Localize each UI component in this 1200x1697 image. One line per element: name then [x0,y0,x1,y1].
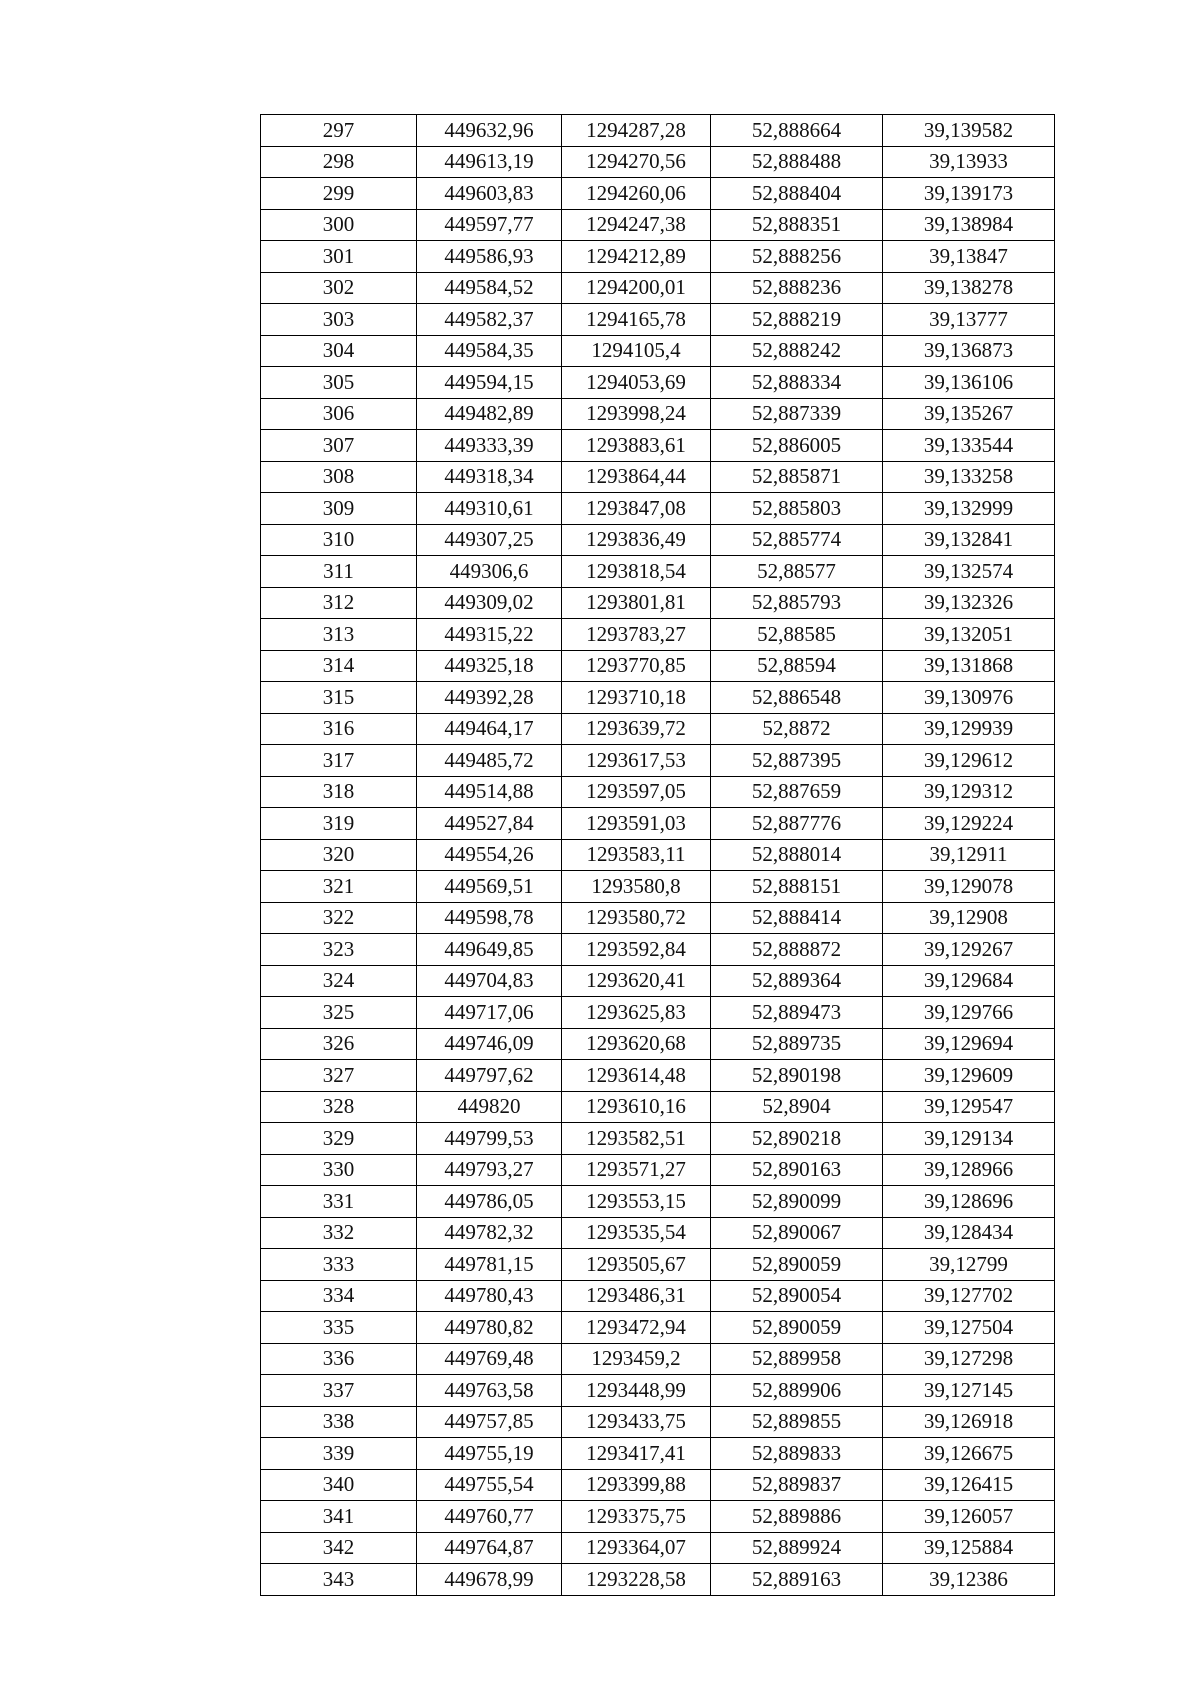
table-row [261,650,1055,682]
latitude-cell: 52,887776 [711,808,883,840]
latitude-cell: 52,887395 [711,745,883,777]
table-row [261,115,1055,147]
table-row [261,430,1055,462]
x-coordinate-cell: 449310,61 [417,493,562,525]
x-coordinate-cell: 449306,6 [417,556,562,588]
latitude-cell: 52,890198 [711,1060,883,1092]
point-number-cell: 342 [261,1532,417,1564]
longitude-cell: 39,126057 [883,1501,1055,1533]
latitude-cell: 52,888219 [711,304,883,336]
longitude-cell: 39,129312 [883,776,1055,808]
longitude-cell: 39,132326 [883,587,1055,619]
point-number-cell: 321 [261,871,417,903]
y-coordinate-cell: 1293580,8 [562,871,711,903]
longitude-cell: 39,127298 [883,1343,1055,1375]
point-number-cell: 337 [261,1375,417,1407]
table-row [261,1060,1055,1092]
latitude-cell: 52,889364 [711,965,883,997]
y-coordinate-cell: 1293592,84 [562,934,711,966]
longitude-cell: 39,138278 [883,272,1055,304]
y-coordinate-cell: 1294105,4 [562,335,711,367]
y-coordinate-cell: 1294287,28 [562,115,711,147]
y-coordinate-cell: 1293639,72 [562,713,711,745]
x-coordinate-cell: 449482,89 [417,398,562,430]
y-coordinate-cell: 1293433,75 [562,1406,711,1438]
y-coordinate-cell: 1293597,05 [562,776,711,808]
longitude-cell: 39,126415 [883,1469,1055,1501]
longitude-cell: 39,12908 [883,902,1055,934]
point-number-cell: 312 [261,587,417,619]
point-number-cell: 332 [261,1217,417,1249]
x-coordinate-cell: 449649,85 [417,934,562,966]
y-coordinate-cell: 1293770,85 [562,650,711,682]
latitude-cell: 52,890099 [711,1186,883,1218]
table-row [261,1154,1055,1186]
y-coordinate-cell: 1293847,08 [562,493,711,525]
y-coordinate-cell: 1293591,03 [562,808,711,840]
point-number-cell: 338 [261,1406,417,1438]
point-number-cell: 306 [261,398,417,430]
latitude-cell: 52,889735 [711,1028,883,1060]
point-number-cell: 341 [261,1501,417,1533]
x-coordinate-cell: 449678,99 [417,1564,562,1596]
x-coordinate-cell: 449755,54 [417,1469,562,1501]
x-coordinate-cell: 449582,37 [417,304,562,336]
point-number-cell: 335 [261,1312,417,1344]
y-coordinate-cell: 1293801,81 [562,587,711,619]
y-coordinate-cell: 1293459,2 [562,1343,711,1375]
table-row [261,1343,1055,1375]
x-coordinate-cell: 449464,17 [417,713,562,745]
latitude-cell: 52,888236 [711,272,883,304]
x-coordinate-cell: 449704,83 [417,965,562,997]
longitude-cell: 39,129078 [883,871,1055,903]
longitude-cell: 39,129939 [883,713,1055,745]
y-coordinate-cell: 1293535,54 [562,1217,711,1249]
point-number-cell: 322 [261,902,417,934]
y-coordinate-cell: 1293836,49 [562,524,711,556]
table-row [261,241,1055,273]
point-number-cell: 323 [261,934,417,966]
point-number-cell: 324 [261,965,417,997]
y-coordinate-cell: 1293883,61 [562,430,711,462]
coordinates-table [260,114,1055,1596]
y-coordinate-cell: 1293864,44 [562,461,711,493]
y-coordinate-cell: 1293364,07 [562,1532,711,1564]
table-row [261,1406,1055,1438]
longitude-cell: 39,132574 [883,556,1055,588]
y-coordinate-cell: 1294165,78 [562,304,711,336]
longitude-cell: 39,139582 [883,115,1055,147]
x-coordinate-cell: 449315,22 [417,619,562,651]
latitude-cell: 52,890067 [711,1217,883,1249]
x-coordinate-cell: 449764,87 [417,1532,562,1564]
point-number-cell: 336 [261,1343,417,1375]
point-number-cell: 313 [261,619,417,651]
y-coordinate-cell: 1293783,27 [562,619,711,651]
point-number-cell: 304 [261,335,417,367]
point-number-cell: 318 [261,776,417,808]
x-coordinate-cell: 449307,25 [417,524,562,556]
latitude-cell: 52,887659 [711,776,883,808]
latitude-cell: 52,890059 [711,1249,883,1281]
point-number-cell: 343 [261,1564,417,1596]
latitude-cell: 52,88594 [711,650,883,682]
longitude-cell: 39,128696 [883,1186,1055,1218]
point-number-cell: 327 [261,1060,417,1092]
y-coordinate-cell: 1294260,06 [562,178,711,210]
table-row [261,587,1055,619]
x-coordinate-cell: 449780,82 [417,1312,562,1344]
y-coordinate-cell: 1293617,53 [562,745,711,777]
point-number-cell: 300 [261,209,417,241]
longitude-cell: 39,12799 [883,1249,1055,1281]
longitude-cell: 39,135267 [883,398,1055,430]
x-coordinate-cell: 449603,83 [417,178,562,210]
latitude-cell: 52,888151 [711,871,883,903]
point-number-cell: 316 [261,713,417,745]
x-coordinate-cell: 449613,19 [417,146,562,178]
longitude-cell: 39,132051 [883,619,1055,651]
x-coordinate-cell: 449781,15 [417,1249,562,1281]
latitude-cell: 52,889958 [711,1343,883,1375]
y-coordinate-cell: 1293571,27 [562,1154,711,1186]
x-coordinate-cell: 449584,52 [417,272,562,304]
y-coordinate-cell: 1294053,69 [562,367,711,399]
table-row [261,713,1055,745]
point-number-cell: 319 [261,808,417,840]
y-coordinate-cell: 1293580,72 [562,902,711,934]
longitude-cell: 39,129224 [883,808,1055,840]
x-coordinate-cell: 449746,09 [417,1028,562,1060]
table-row [261,934,1055,966]
y-coordinate-cell: 1293553,15 [562,1186,711,1218]
latitude-cell: 52,889906 [711,1375,883,1407]
table-row [261,304,1055,336]
table-row [261,524,1055,556]
x-coordinate-cell: 449760,77 [417,1501,562,1533]
longitude-cell: 39,129684 [883,965,1055,997]
latitude-cell: 52,88585 [711,619,883,651]
latitude-cell: 52,885871 [711,461,883,493]
table-row [261,1501,1055,1533]
y-coordinate-cell: 1294270,56 [562,146,711,178]
longitude-cell: 39,133258 [883,461,1055,493]
table-row [261,1091,1055,1123]
x-coordinate-cell: 449514,88 [417,776,562,808]
point-number-cell: 333 [261,1249,417,1281]
longitude-cell: 39,132999 [883,493,1055,525]
x-coordinate-cell: 449717,06 [417,997,562,1029]
table-row [261,997,1055,1029]
latitude-cell: 52,887339 [711,398,883,430]
latitude-cell: 52,88577 [711,556,883,588]
point-number-cell: 326 [261,1028,417,1060]
latitude-cell: 52,888872 [711,934,883,966]
table-row [261,146,1055,178]
x-coordinate-cell: 449769,48 [417,1343,562,1375]
table-row [261,1280,1055,1312]
longitude-cell: 39,126675 [883,1438,1055,1470]
x-coordinate-cell: 449786,05 [417,1186,562,1218]
x-coordinate-cell: 449485,72 [417,745,562,777]
x-coordinate-cell: 449597,77 [417,209,562,241]
y-coordinate-cell: 1293620,41 [562,965,711,997]
y-coordinate-cell: 1293610,16 [562,1091,711,1123]
x-coordinate-cell: 449594,15 [417,367,562,399]
y-coordinate-cell: 1293505,67 [562,1249,711,1281]
table-row [261,367,1055,399]
x-coordinate-cell: 449598,78 [417,902,562,934]
table-row [261,1438,1055,1470]
x-coordinate-cell: 449793,27 [417,1154,562,1186]
point-number-cell: 328 [261,1091,417,1123]
table-row [261,1375,1055,1407]
point-number-cell: 329 [261,1123,417,1155]
latitude-cell: 52,889855 [711,1406,883,1438]
latitude-cell: 52,885793 [711,587,883,619]
longitude-cell: 39,127145 [883,1375,1055,1407]
table-row [261,902,1055,934]
latitude-cell: 52,889163 [711,1564,883,1596]
table-row [261,178,1055,210]
latitude-cell: 52,889473 [711,997,883,1029]
longitude-cell: 39,129766 [883,997,1055,1029]
x-coordinate-cell: 449755,19 [417,1438,562,1470]
point-number-cell: 301 [261,241,417,273]
point-number-cell: 330 [261,1154,417,1186]
table-row [261,1217,1055,1249]
point-number-cell: 299 [261,178,417,210]
latitude-cell: 52,889924 [711,1532,883,1564]
y-coordinate-cell: 1293620,68 [562,1028,711,1060]
point-number-cell: 309 [261,493,417,525]
latitude-cell: 52,888664 [711,115,883,147]
table-row [261,871,1055,903]
table-row [261,272,1055,304]
table-row [261,808,1055,840]
table-row [261,1186,1055,1218]
point-number-cell: 334 [261,1280,417,1312]
table-row [261,1249,1055,1281]
y-coordinate-cell: 1293625,83 [562,997,711,1029]
table-row [261,461,1055,493]
table-row [261,1028,1055,1060]
table-body [261,115,1055,1596]
longitude-cell: 39,133544 [883,430,1055,462]
point-number-cell: 297 [261,115,417,147]
x-coordinate-cell: 449325,18 [417,650,562,682]
point-number-cell: 302 [261,272,417,304]
x-coordinate-cell: 449318,34 [417,461,562,493]
longitude-cell: 39,127702 [883,1280,1055,1312]
table-row [261,1123,1055,1155]
y-coordinate-cell: 1293583,11 [562,839,711,871]
table-row [261,493,1055,525]
point-number-cell: 298 [261,146,417,178]
longitude-cell: 39,13777 [883,304,1055,336]
x-coordinate-cell: 449309,02 [417,587,562,619]
longitude-cell: 39,129694 [883,1028,1055,1060]
x-coordinate-cell: 449586,93 [417,241,562,273]
y-coordinate-cell: 1293710,18 [562,682,711,714]
point-number-cell: 307 [261,430,417,462]
x-coordinate-cell: 449780,43 [417,1280,562,1312]
y-coordinate-cell: 1293472,94 [562,1312,711,1344]
latitude-cell: 52,888334 [711,367,883,399]
longitude-cell: 39,129134 [883,1123,1055,1155]
x-coordinate-cell: 449820 [417,1091,562,1123]
y-coordinate-cell: 1293582,51 [562,1123,711,1155]
latitude-cell: 52,888414 [711,902,883,934]
x-coordinate-cell: 449569,51 [417,871,562,903]
latitude-cell: 52,888014 [711,839,883,871]
x-coordinate-cell: 449584,35 [417,335,562,367]
y-coordinate-cell: 1293614,48 [562,1060,711,1092]
latitude-cell: 52,885803 [711,493,883,525]
latitude-cell: 52,888488 [711,146,883,178]
y-coordinate-cell: 1293375,75 [562,1501,711,1533]
y-coordinate-cell: 1293399,88 [562,1469,711,1501]
latitude-cell: 52,888256 [711,241,883,273]
longitude-cell: 39,136873 [883,335,1055,367]
latitude-cell: 52,888351 [711,209,883,241]
table-row [261,1564,1055,1596]
x-coordinate-cell: 449782,32 [417,1217,562,1249]
longitude-cell: 39,12386 [883,1564,1055,1596]
longitude-cell: 39,127504 [883,1312,1055,1344]
y-coordinate-cell: 1293228,58 [562,1564,711,1596]
table-row [261,682,1055,714]
longitude-cell: 39,139173 [883,178,1055,210]
x-coordinate-cell: 449527,84 [417,808,562,840]
point-number-cell: 317 [261,745,417,777]
latitude-cell: 52,890218 [711,1123,883,1155]
y-coordinate-cell: 1293448,99 [562,1375,711,1407]
table-row [261,335,1055,367]
longitude-cell: 39,130976 [883,682,1055,714]
latitude-cell: 52,890163 [711,1154,883,1186]
table-row [261,839,1055,871]
x-coordinate-cell: 449392,28 [417,682,562,714]
x-coordinate-cell: 449797,62 [417,1060,562,1092]
table-row [261,1532,1055,1564]
latitude-cell: 52,888242 [711,335,883,367]
table-row [261,209,1055,241]
longitude-cell: 39,125884 [883,1532,1055,1564]
latitude-cell: 52,889837 [711,1469,883,1501]
latitude-cell: 52,890054 [711,1280,883,1312]
table-row [261,965,1055,997]
point-number-cell: 331 [261,1186,417,1218]
point-number-cell: 314 [261,650,417,682]
latitude-cell: 52,889833 [711,1438,883,1470]
point-number-cell: 311 [261,556,417,588]
y-coordinate-cell: 1293486,31 [562,1280,711,1312]
longitude-cell: 39,13847 [883,241,1055,273]
table-row [261,398,1055,430]
y-coordinate-cell: 1293417,41 [562,1438,711,1470]
table-row [261,745,1055,777]
x-coordinate-cell: 449554,26 [417,839,562,871]
point-number-cell: 305 [261,367,417,399]
latitude-cell: 52,8904 [711,1091,883,1123]
longitude-cell: 39,129612 [883,745,1055,777]
longitude-cell: 39,129547 [883,1091,1055,1123]
table-row [261,776,1055,808]
longitude-cell: 39,129609 [883,1060,1055,1092]
longitude-cell: 39,128434 [883,1217,1055,1249]
x-coordinate-cell: 449799,53 [417,1123,562,1155]
point-number-cell: 340 [261,1469,417,1501]
point-number-cell: 339 [261,1438,417,1470]
table-row [261,1469,1055,1501]
point-number-cell: 310 [261,524,417,556]
point-number-cell: 303 [261,304,417,336]
latitude-cell: 52,885774 [711,524,883,556]
y-coordinate-cell: 1294212,89 [562,241,711,273]
latitude-cell: 52,889886 [711,1501,883,1533]
x-coordinate-cell: 449632,96 [417,115,562,147]
longitude-cell: 39,132841 [883,524,1055,556]
longitude-cell: 39,138984 [883,209,1055,241]
x-coordinate-cell: 449333,39 [417,430,562,462]
longitude-cell: 39,129267 [883,934,1055,966]
table-row [261,1312,1055,1344]
point-number-cell: 315 [261,682,417,714]
longitude-cell: 39,126918 [883,1406,1055,1438]
table-row [261,556,1055,588]
y-coordinate-cell: 1294247,38 [562,209,711,241]
longitude-cell: 39,131868 [883,650,1055,682]
y-coordinate-cell: 1293818,54 [562,556,711,588]
x-coordinate-cell: 449757,85 [417,1406,562,1438]
x-coordinate-cell: 449763,58 [417,1375,562,1407]
latitude-cell: 52,890059 [711,1312,883,1344]
longitude-cell: 39,12911 [883,839,1055,871]
latitude-cell: 52,886548 [711,682,883,714]
y-coordinate-cell: 1293998,24 [562,398,711,430]
latitude-cell: 52,8872 [711,713,883,745]
longitude-cell: 39,13933 [883,146,1055,178]
table-row [261,619,1055,651]
point-number-cell: 325 [261,997,417,1029]
latitude-cell: 52,888404 [711,178,883,210]
longitude-cell: 39,136106 [883,367,1055,399]
point-number-cell: 308 [261,461,417,493]
y-coordinate-cell: 1294200,01 [562,272,711,304]
longitude-cell: 39,128966 [883,1154,1055,1186]
latitude-cell: 52,886005 [711,430,883,462]
point-number-cell: 320 [261,839,417,871]
